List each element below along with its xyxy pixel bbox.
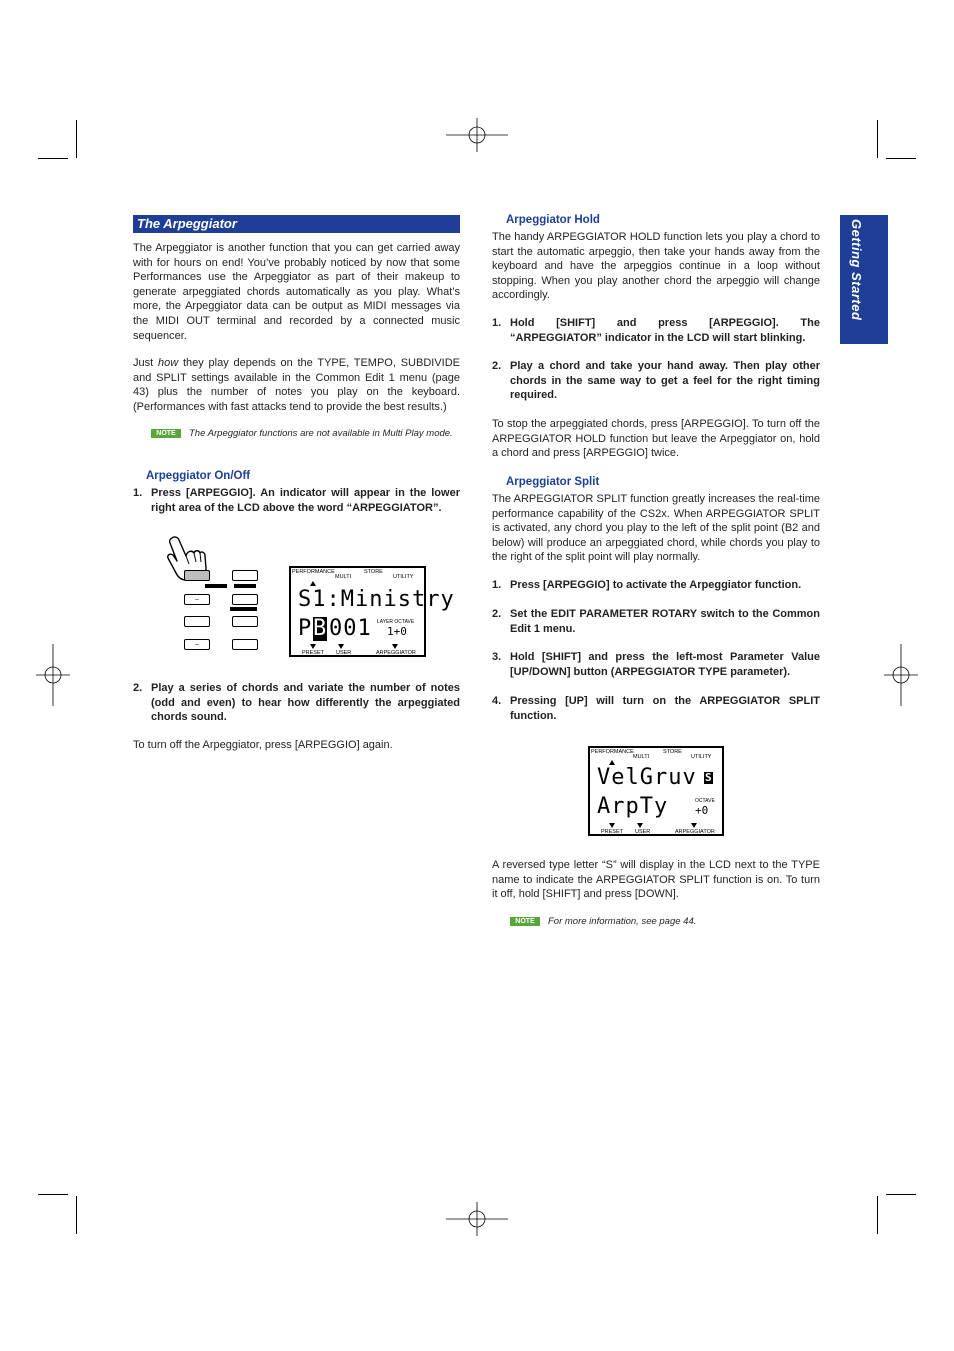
lcd-line-1: S1:Ministry [298,587,455,612]
lcd-line-2: ArpTy [597,794,669,819]
minus-button[interactable]: – [184,639,210,650]
lcd-label-user: USER [336,650,352,656]
lcd-label-utility: UTILITY [393,574,414,580]
lcd-label-arpeggiator: ARPEGGIATOR [675,829,715,835]
lcd-label-utility: UTILITY [691,754,712,760]
down-arrow-icon [392,644,398,649]
indicator-bar [205,584,227,588]
crop-mark [38,158,68,159]
split-step-4 [492,694,820,723]
arpeggio-button[interactable] [184,570,210,581]
note-icon: NOTE [151,429,181,438]
up-arrow-icon [310,581,316,586]
lcd-layer-value: 1+0 [387,625,407,638]
lcd-label-performance: PERFORMANCE [591,749,634,755]
hold-paragraph-2: To stop the arpeggiated chords, press [ARPEGGIO]. To turn off the ARPEGGIATOR HOLD function but leave the Arpeggiator on, hold a chord and press [ARPEGGIO] twice. [492,418,820,460]
step-text: Play a chord and take your hand away. Then play other chords in the same way to get a feel for the right timing required. [510,360,820,402]
step-text: Hold [SHIFT] and press [ARPEGGIO]. The “ARPEGGIATOR” indicator in the LCD will start blinking. [510,317,820,344]
hold-paragraph-1: The handy ARPEGGIATOR HOLD function lets you play a chord to start the automatic arpeggio, then take your hands away from the keyboard and have the arpeggios continue in a loop without stopping. When you play another chord the arpeggio will change accordingly. [492,231,820,302]
lcd-split-flag: S [705,771,712,784]
note-multi-play [151,427,460,440]
step-text: Press [ARPEGGIO] to activate the Arpeggiator function. [510,579,802,591]
crop-mark [76,1196,77,1234]
registration-mark-top [446,118,508,152]
panel-button[interactable] [232,570,258,581]
note-text: For more information, see page 44. [548,916,697,927]
lcd-label-layer-octave: LAYER OCTAVE [377,619,415,625]
step-number: 1. [492,579,502,591]
registration-mark-bottom [446,1202,508,1236]
split-step-1 [492,578,820,593]
lcd-line-2-number: 001 [329,616,372,641]
note-text: The Arpeggiator functions are not available in Multi Play mode. [189,428,453,439]
step-text: Press [ARPEGGIO]. An indicator will appear in the lower right area of the LCD above the word “ARPEGGIATOR”. [151,487,460,514]
crop-mark [886,1194,916,1195]
split-paragraph-2: A reversed type letter “S” will display in the LCD next to the TYPE name to indicate the ARPEGGIATOR SPLIT function is on. To turn it off, hold [SHIFT] and press [DOWN]. [492,859,820,901]
step-text: Set the EDIT PARAMETER ROTARY switch to the Common Edit 1 menu. [510,608,820,635]
lcd-line-2-bank: B [313,616,328,641]
down-arrow-icon [609,823,615,828]
lcd-octave-value: +0 [695,804,709,817]
split-paragraph-1: The ARPEGGIATOR SPLIT function greatly increases the real-time performance capability of the CS2x. When ARPEGGIATOR SPLIT is activated, any chord you play to the left of the split point (B2 and below) will produce an arpeggiated chord, while chords you play to the right of the split point will play normally. [492,493,820,564]
step-number: 2. [492,608,502,620]
indicator-bar [234,584,256,588]
down-arrow-icon [637,823,643,828]
lcd-label-user: USER [635,829,651,835]
step-text: Pressing [UP] will turn on the ARPEGGIATOR SPLIT function. [510,695,820,722]
onoff-step-2 [133,681,460,725]
onoff-heading: Arpeggiator On/Off [146,470,251,482]
panel-button[interactable] [232,594,258,605]
down-arrow-icon [691,823,697,828]
step-number: 3. [492,651,502,663]
hold-heading: Arpeggiator Hold [506,214,600,226]
step-number: 4. [492,695,502,707]
crop-mark [76,120,77,158]
crop-mark [877,1196,878,1234]
intro-p2-start: Just [133,357,158,369]
crop-mark [886,158,916,159]
onoff-end-paragraph: To turn off the Arpeggiator, press [ARPEGGIO] again. [133,739,393,751]
onoff-step-1 [133,486,460,515]
section-title: The Arpeggiator [133,215,460,233]
lcd-line-1: VelGruv [597,765,697,790]
lcd-label-performance: PERFORMANCE [292,569,335,575]
lcd-label-store: STORE [364,569,383,575]
lcd-label-store: STORE [663,749,682,755]
step-number: 1. [133,487,143,499]
lcd-label-preset: PRESET [302,650,325,656]
lcd-label-multi: MULTI [335,574,352,580]
indicator-bar [230,607,257,611]
step-number: 2. [133,682,143,694]
step-number: 1. [492,317,502,329]
intro-paragraph-1: The Arpeggiator is another function that you can get carried away with for hours on end! You’ve probably noticed by now that some Performances use the Arpeggiator as part of their makeup to generate arpeggiated chords automatically as you play. What’s more, the Arpeggiator data can be output as MIDI messages via the MIDI OUT terminal and recorded by a connected music sequencer. [133,242,460,342]
step-text: Hold [SHIFT] and press the left-most Parameter Value [UP/DOWN] button (ARPEGGIATOR TYPE parameter). [510,651,820,678]
hold-step-1 [492,316,820,345]
intro-p2-end: they play depends on the TYPE, TEMPO, SUBDIVIDE and SPLIT settings available in the Common Edit 1 menu (page 43) plus the number of notes you play on the keyboard. (Performances with fast attacks tend to provide the best results.) [133,357,460,413]
step-text: Play a series of chords and variate the number of notes (odd and even) to hear how differently the arpeggiated chords sound. [151,682,460,724]
intro-p2-emphasis: how [157,357,179,369]
down-arrow-icon [310,644,316,649]
side-tab-label: Getting Started [849,219,864,321]
crop-mark [38,1194,68,1195]
lcd-label-multi: MULTI [633,754,650,760]
lcd-label-preset: PRESET [601,829,624,835]
crop-mark [877,120,878,158]
minus-button[interactable]: – [184,594,210,605]
note-icon: NOTE [510,917,540,926]
hold-step-2 [492,359,820,403]
lcd-display-1 [289,566,455,657]
registration-mark-right [884,644,918,706]
note-more-info [510,915,820,928]
split-step-2 [492,607,820,636]
registration-mark-left [36,644,70,706]
split-step-3 [492,650,820,679]
intro-paragraph-2 [133,356,460,414]
side-tab [840,215,888,344]
panel-button[interactable] [232,616,258,627]
panel-button[interactable] [232,639,258,650]
lcd-label-arpeggiator: ARPEGGIATOR [376,650,416,656]
split-heading: Arpeggiator Split [506,476,600,488]
down-arrow-icon [338,644,344,649]
step-number: 2. [492,360,502,372]
lcd-display-2 [588,746,724,836]
panel-button[interactable] [184,616,210,627]
lcd-line-2-prefix: P [298,616,313,641]
lcd-label-octave: OCTAVE [695,798,715,804]
